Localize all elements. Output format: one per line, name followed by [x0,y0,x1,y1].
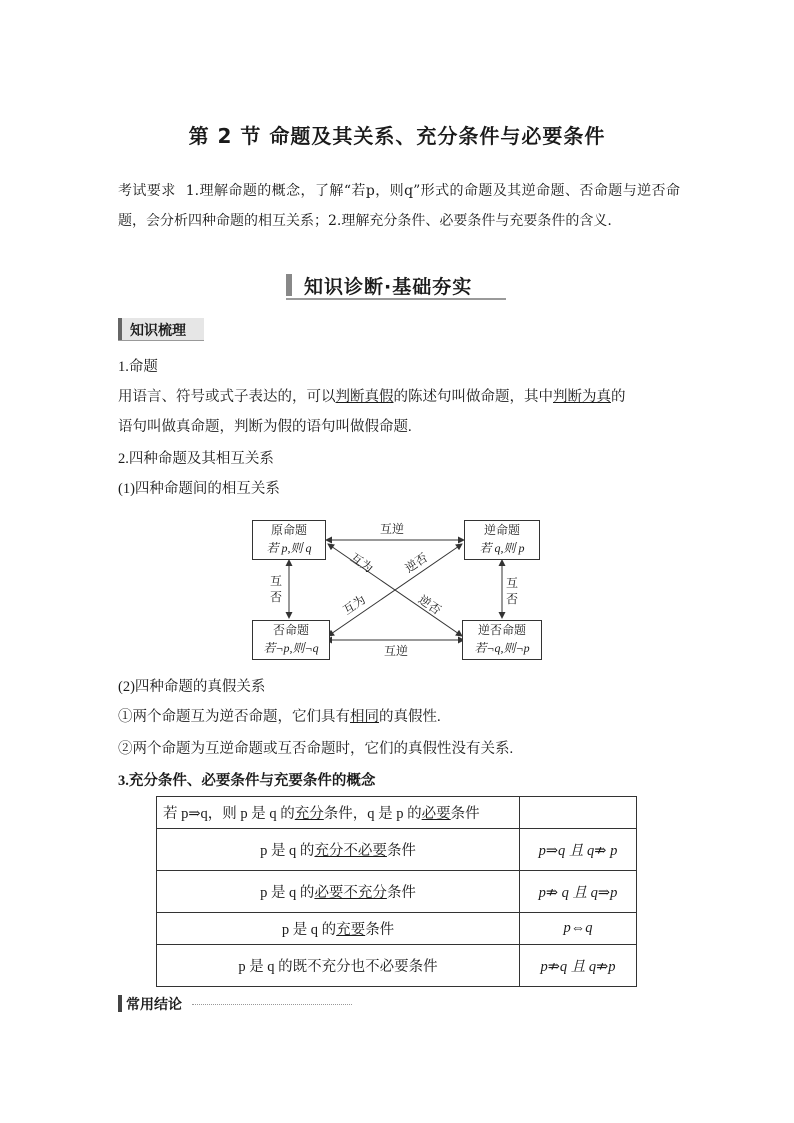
banner-text: 知识诊断·基础夯实 [304,276,473,298]
label-diag-nifou-1: 逆否 [402,550,431,576]
table-cell: p⇔q [520,913,637,945]
heading-four-propositions: 2.四种命题及其相互关系 [118,451,274,467]
label-diag-nifou-2: 逆否 [415,592,444,618]
text-span: p 是 q 的 [260,843,315,859]
conclusion-bar [118,995,122,1012]
sub-heading-relations: (1)四种命题间的相互关系 [118,481,280,497]
truth-rule-2: ②两个命题为互逆命题或互否命题时，它们的真假性没有关系. [118,741,514,757]
box-converse-form: 若 q,则 p [479,541,525,555]
text-span: 条件 [450,806,480,822]
table-cell [157,913,520,945]
box-contrapositive-name: 逆否命题 [477,623,526,637]
label-diag-huwei-1: 互为 [347,550,376,576]
box-inverse-form: 若¬p,则¬q [263,641,319,655]
requirements-text: 1.理解命题的概念，了解“若p，则q”形式的命题及其逆命题、否命题与逆否命题，会分析四种命题的相互关系；2.理解充分条件、必要条件与充要条件的含义. [118,183,680,229]
label-bottom: 互逆 [384,644,409,658]
label-top: 互逆 [380,522,405,536]
banner-bar [286,274,292,296]
conclusion-label: 常用结论 [126,997,182,1013]
underlined-term: 相同 [350,709,379,725]
exam-requirements [118,176,680,236]
label-diag-huwei-2: 互为 [340,592,369,618]
text-span: ①两个命题互为逆否命题，它们具有 [118,709,350,725]
underlined-term: 充分不必要 [314,843,387,859]
underlined-term: 必要 [421,806,451,822]
conditions-table [156,796,637,987]
conclusion-rule [192,1004,352,1005]
table-row [157,797,637,829]
subsection-conclusion [118,994,358,1014]
text-span: 用语言、符号或式子表达的，可以 [118,389,336,405]
text-span: 若 p⇒q，则 p 是 q 的 [163,806,295,822]
text-span: 条件 [386,885,416,901]
page-title: 第 2 节 命题及其关系、充分条件与必要条件 [188,124,606,148]
heading-conditions: 3.充分条件、必要条件与充要条件的概念 [118,773,376,789]
subsection-knowledge [118,318,204,341]
box-original-form: 若 p,则 q [266,541,312,555]
text-span: p 是 q 的 [260,885,315,901]
sub-heading-truth: (2)四种命题的真假关系 [118,679,266,695]
table-cell [157,871,520,913]
text-span: 条件，q 是 p 的 [323,806,422,822]
underlined-term: 判断为真 [553,389,611,405]
text-span: p 是 q 的 [281,922,337,938]
table-header-cell [157,797,520,829]
requirements-label: 考试要求 [118,183,176,199]
table-cell [157,829,520,871]
table-cell [520,797,637,829]
proposition-def-line1 [118,382,680,412]
subsection-knowledge-label: 知识梳理 [130,323,186,339]
table-row [157,913,637,945]
underlined-term: 充分 [294,806,324,822]
table-cell: p⇏q 且 q⇏p [520,945,637,987]
subsection-bar [118,318,122,340]
box-contrapositive-form: 若¬q,则¬p [474,641,530,655]
label-left-2: 否 [270,590,283,604]
text-span: p 是 q 的既不充分也不必要条件 [238,959,438,975]
text-span: 的真假性. [379,709,441,725]
box-original [252,520,326,560]
text-span: 条件 [365,922,395,938]
table-row [157,871,637,913]
box-converse-name: 逆命题 [483,523,520,537]
box-converse [464,520,540,560]
label-right-1: 互 [506,576,519,590]
proposition-relation-diagram [252,514,542,662]
section-banner [286,272,506,300]
box-inverse [252,620,330,660]
truth-rule-1 [118,702,680,732]
underlined-term: 必要不充分 [314,885,387,901]
table-cell: p⇒q 且 q⇏ p [520,829,637,871]
table-row [157,829,637,871]
label-left-1: 互 [270,574,283,588]
box-contrapositive [462,620,542,660]
table-row [157,945,637,987]
underlined-term: 充要 [336,922,366,938]
text-span: 的陈述句叫做命题，其中 [393,389,553,405]
box-inverse-name: 否命题 [272,623,309,637]
table-cell: p⇏ q 且 q⇒p [520,871,637,913]
text-span: 条件 [386,843,416,859]
box-original-name: 原命题 [270,523,307,537]
table-cell [157,945,520,987]
proposition-def-line2: 语句叫做真命题，判断为假的语句叫做假命题. [118,419,412,435]
text-span: 的 [611,389,626,405]
heading-proposition: 1.命题 [118,359,158,375]
label-right-2: 否 [506,592,519,606]
underlined-term: 判断真假 [335,389,394,405]
